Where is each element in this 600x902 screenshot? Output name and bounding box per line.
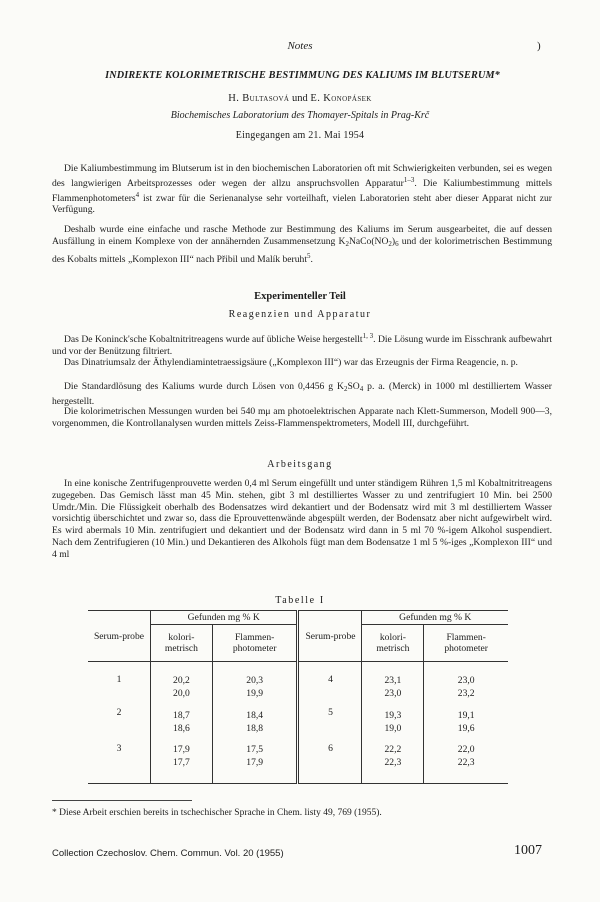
value: 18,4 (246, 709, 264, 721)
value-cell (424, 662, 508, 702)
received-date: Eingegangen am 21. Mai 1954 (235, 130, 365, 141)
results-table (88, 610, 508, 784)
value-cell (212, 701, 298, 737)
header-kolori-right: kolori-metrisch (362, 625, 424, 662)
header-found-right: Gefunden mg % K (362, 611, 508, 625)
value: 17,7 (173, 757, 190, 768)
value: 19,6 (457, 722, 475, 734)
reagents-paragraph-4: Die kolorimetrischen Messungen wurden bei 540 mμ am photoelektrischen Apparate nach Klett-Summerson, Modell 900—3, vorgenommen, die Kontrollanalysen wurden mittels Zeiss-Flammenspektrometers, Modell III, durchgeführt. (52, 406, 552, 429)
corner-mark: ) (537, 40, 541, 52)
subscript: 2 (345, 239, 349, 248)
author-second: E. Konopásek (310, 93, 372, 104)
reagents-paragraph-1 (52, 331, 552, 358)
text-run: Die Kaliumbestimmung im Blutserum ist in den biochemischen Laboratorien oft mit Schwierigkeiten verbunden, sei es wegen des langwierigen Arbeitsprozesses oder wegen der allzu anspruchsvollen Apparatur (52, 163, 552, 189)
text-run: p. a. (Merck) in 1000 ml destilliertem Wasser hergestellt. (52, 381, 552, 407)
value: 19,0 (384, 722, 402, 734)
page-number: 1007 (514, 843, 542, 858)
text-run: Deshalb wurde eine einfache und rasche Methode zur Bestimmung des Kaliums im Serum ausgearbeitet, die auf dessen Ausfällung in einem Komplexe von der annähernden Zusammensetzung K (52, 224, 552, 247)
value: 18,6 (173, 722, 190, 734)
value-cell (362, 701, 424, 737)
author-first: H. Bultasová (228, 93, 290, 104)
subsection-heading-procedure: Arbeitsgang (267, 459, 333, 470)
reference-mark: 1–3 (403, 175, 415, 184)
value: 23,0 (457, 675, 475, 686)
table-caption: Tabelle I (275, 595, 325, 606)
footnote-rule (52, 800, 192, 801)
value: 23,2 (457, 688, 475, 699)
subscript: 2 (388, 239, 392, 248)
text-run: Die Standardlösung des Kaliums wurde durch Lösen von 0,4456 g K (64, 381, 344, 392)
subscript: 2 (343, 385, 348, 393)
value-cell (212, 662, 298, 702)
intro-paragraph-2 (52, 224, 552, 265)
reagents-paragraph-3 (52, 381, 552, 408)
reference-mark: 1, 3 (362, 332, 374, 340)
subsection-heading-reagents: Reagenzien und Apparatur (228, 309, 372, 320)
value-cell (424, 737, 508, 783)
author-conjunction: und (289, 93, 311, 104)
value: 18,7 (173, 709, 190, 721)
value: 17,9 (246, 757, 264, 768)
value: 23,0 (384, 688, 402, 699)
text-run: ) (391, 235, 396, 247)
table-row (88, 737, 508, 783)
sample-id: 1 (116, 674, 122, 685)
text-run: NaCo(NO (348, 235, 389, 247)
text-run: . Die Kaliumbestimmung mittels Flammenphotometers (52, 177, 552, 204)
header-kolori-left: kolori-metrisch (151, 625, 213, 662)
sample-id: 4 (298, 662, 362, 702)
value: 20,2 (173, 675, 190, 686)
text-run: SO (347, 381, 360, 392)
value-cell (362, 737, 424, 783)
text-run: . (310, 253, 313, 265)
table-row (88, 701, 508, 737)
sample-id: 3 (88, 737, 151, 783)
authors (0, 93, 600, 104)
text-run: ist zwar für die Serienanalyse sehr vorteilhaft, vielen Laboratorien steht aber dieser Apparat nicht zur Verfügung. (52, 192, 552, 216)
value: 19,3 (384, 709, 402, 721)
value: 19,1 (457, 709, 475, 721)
header-serum-right: Serum-probe (298, 611, 362, 662)
footnote: * Diese Arbeit erschien bereits in tschechischer Sprache in Chem. listy 49, 769 (1955). (52, 808, 382, 818)
sample-id: 6 (298, 737, 362, 783)
text-run: . Die Lösung wurde im Eisschrank aufbewahrt und vor der Benützung filtriert. (52, 334, 552, 357)
procedure-paragraph: In eine konische Zentrifugenprouvette werden 0,4 ml Serum eingefüllt und unter ständigem Rühren 1,5 ml Kobaltnitritreagens zugegeben. Das Gemisch lässt man 45 Min. stehen, gibt 3 ml destilliertes Wasser zu und zentrifugiert 10 Min. bei 2500 Umdr./Min. Die Flüssigkeit oberhalb des Bodensatzes wird dekantiert und der Bodensatz wird mit 3 ml destilliertem Wasser vorsichtig überschichtet und zwar so, dass die Eprouvettenwände abgespült werden, der Bodensatz aber nicht aufgewirbelt wird. Es wird abermals 10 Min. zentrifugiert und dekantiert und der Bodensatz wird dann in 5 ml 70 %-igem Alkohol suspendiert. Nach dem Zentrifugieren (10 Min.) und Dekantieren des Alkohols fügt man dem Bodensatze 1 ml 5 %-iges „Komplexon III“ und 4 ml (52, 478, 552, 560)
subscript: 6 (395, 239, 399, 248)
text-run: und der kolorimetrischen Bestimmung des Kobalts mittels „Komplexon III“ nach Přibil und Malík beruht (52, 235, 552, 265)
value: 19,9 (246, 688, 264, 699)
value-cell (151, 701, 213, 737)
header-found-left: Gefunden mg % K (151, 611, 298, 625)
table-row (88, 662, 508, 702)
value-cell (362, 662, 424, 702)
journal-citation: Collection Czechoslov. Chem. Commun. Vol. 20 (1955) (52, 848, 284, 859)
value: 20,3 (246, 675, 264, 686)
value-cell (212, 737, 298, 783)
intro-paragraph-1 (52, 163, 552, 216)
value-cell (424, 701, 508, 737)
header-flammen-left: Flammen-photometer (212, 625, 298, 662)
sample-id: 5 (298, 701, 362, 737)
value: 23,1 (384, 675, 402, 686)
running-head: Notes (287, 40, 313, 52)
reagents-paragraph-2: Das Dinatriumsalz der Äthylendiamintetraessigsäure („Komplexon III“) war das Erzeugnis der Firma Reagencie, n. p. (64, 357, 518, 368)
value-cell (151, 662, 213, 702)
value: 22,0 (457, 744, 475, 755)
value: 22,2 (384, 744, 402, 755)
value: 20,0 (173, 688, 190, 699)
value: 22,3 (457, 757, 475, 768)
affiliation: Biochemisches Laboratorium des Thomayer-Spitals in Prag-Krč (170, 110, 430, 121)
value: 17,9 (173, 744, 190, 755)
header-flammen-right: Flammen-photometer (424, 625, 508, 662)
value-cell (151, 737, 213, 783)
value: 18,8 (246, 722, 264, 734)
subscript: 4 (359, 385, 364, 393)
reference-mark: 4 (135, 190, 140, 199)
article-title: INDIREKTE KOLORIMETRISCHE BESTIMMUNG DES KALIUMS IM BLUTSERUM* (105, 70, 500, 81)
value: 22,3 (384, 757, 402, 768)
value: 17,5 (246, 744, 264, 755)
section-heading-experimental: Experimenteller Teil (254, 291, 346, 302)
reference-mark: 5 (306, 251, 311, 260)
header-serum-left: Serum-probe (88, 611, 151, 662)
text-run: Das De Koninck'sche Kobaltnitritreagens wurde auf übliche Weise hergestellt (64, 334, 363, 345)
sample-id: 2 (116, 707, 122, 718)
